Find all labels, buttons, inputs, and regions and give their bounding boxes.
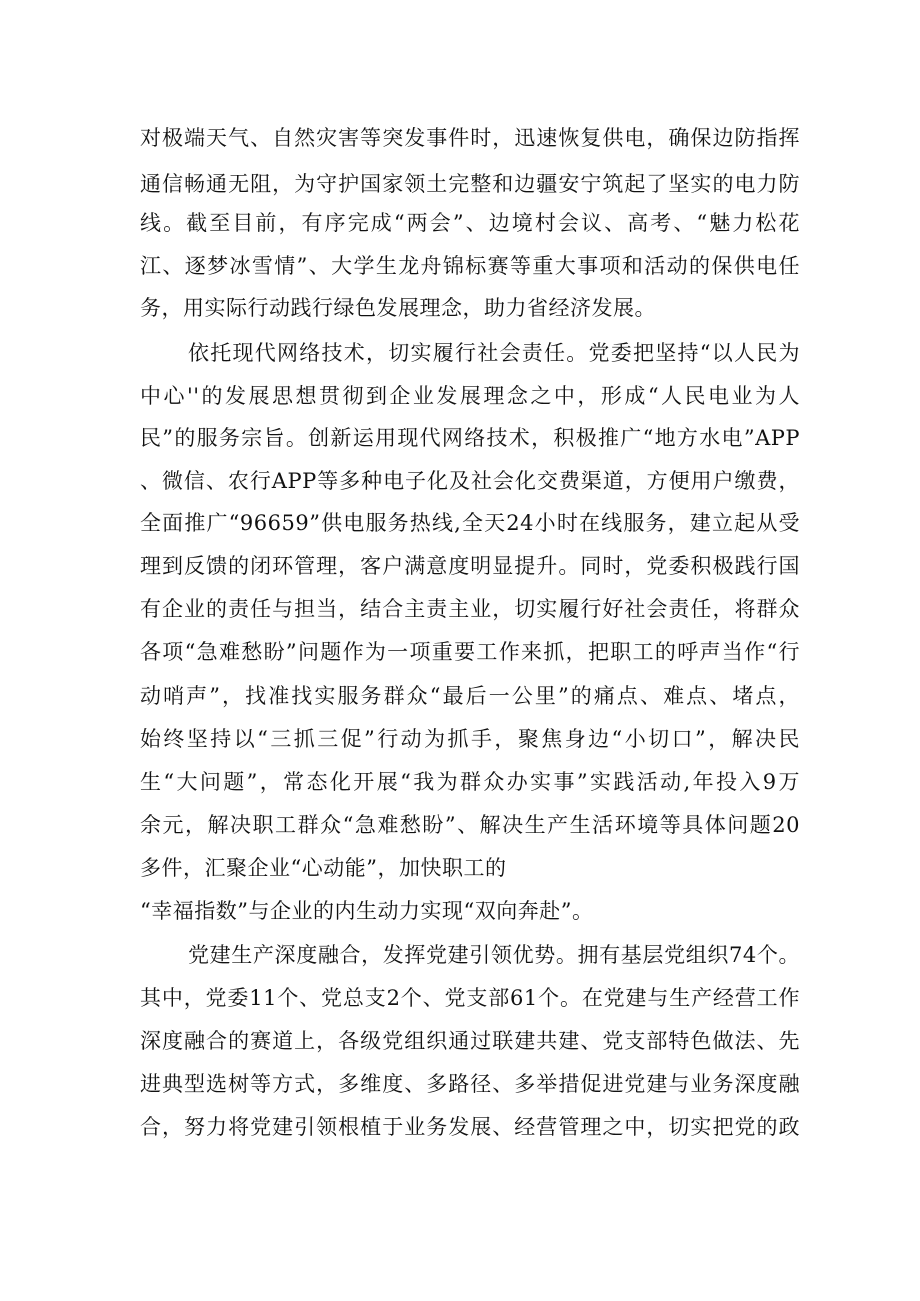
text-line: 深度融合的赛道上，各级党组织通过联建共建、党支部特色做法、先 <box>140 1029 800 1053</box>
text-line: 始终坚持以“三抓三促”行动为抓手，聚焦身边“小切口”，解决民 <box>140 727 800 751</box>
text-line: 通信畅通无阻，为守护国家领土完整和边疆安宁筑起了坚实的电力防 <box>140 172 800 196</box>
text-line: 合，努力将党建引领根植于业务发展、经营管理之中，切实把党的政 <box>140 1115 800 1139</box>
text-line: 余元，解决职工群众“急难愁盼”、解决生产生活环境等具体问题20 <box>140 813 800 837</box>
text-line: 有企业的责任与担当，结合主责主业，切实履行好社会责任，将群众 <box>140 597 800 621</box>
paragraph-first-line: 党建生产深度融合，发挥党建引领优势。拥有基层党组织74个。 <box>188 943 800 967</box>
text-line: 务，用实际行动践行绿色发展理念，助力省经济发展。 <box>140 296 656 320</box>
text-line: 其中，党委11个、党总支2个、党支部61个。在党建与生产经营工作 <box>140 986 800 1010</box>
text-line: “幸福指数”与企业的内生动力实现“双向奔赴”。 <box>140 899 594 923</box>
text-line: 、微信、农行APP等多种电子化及社会化交费渠道，方便用户缴费， <box>140 469 800 493</box>
text-line: 对极端天气、自然灾害等突发事件时，迅速恢复供电，确保边防指挥 <box>140 126 800 150</box>
text-line: 各项“急难愁盼”问题作为一项重要工作来抓，把职工的呼声当作“行 <box>140 640 800 664</box>
text-line: 动哨声”，找准找实服务群众“最后一公里”的痛点、难点、堵点， <box>140 684 800 708</box>
text-line: 线。截至目前，有序完成“两会”、边境村会议、高考、“魅力松花 <box>140 211 800 235</box>
text-line: 全面推广“96659”供电服务热线,全天24小时在线服务，建立起从受 <box>140 511 800 535</box>
text-line: 中心''的发展思想贯彻到企业发展理念之中，形成“人民电业为人 <box>140 384 800 408</box>
text-line: 进典型选树等方式，多维度、多路径、多举措促进党建与业务深度融 <box>140 1072 800 1096</box>
text-line: 生“大问题”，常态化开展“我为群众办实事”实践活动,年投入9万 <box>140 770 800 794</box>
text-line: 理到反馈的闭环管理，客户满意度明显提升。同时，党委积极践行国 <box>140 554 800 578</box>
text-line: 民”的服务宗旨。创新运用现代网络技术，积极推广“地方水电”APP <box>140 426 800 450</box>
paragraph-first-line: 依托现代网络技术，切实履行社会责任。党委把坚持“以人民为 <box>188 341 800 365</box>
text-line: 江、逐梦冰雪情”、大学生龙舟锦标赛等重大事项和活动的保供电任 <box>140 254 800 278</box>
text-line: 多件，汇聚企业“心动能”，加快职工的 <box>140 856 507 880</box>
